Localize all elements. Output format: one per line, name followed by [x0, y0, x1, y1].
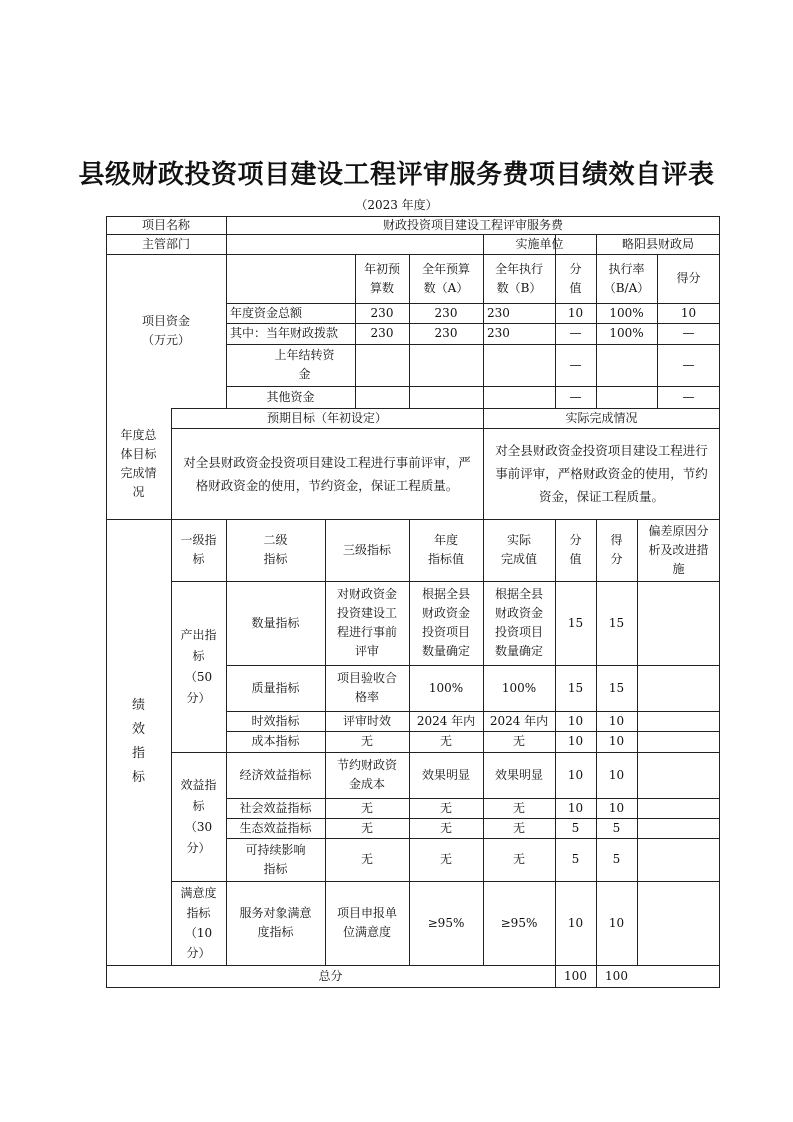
- ind-row-target: ≥95%: [427, 915, 465, 930]
- fund-row-weight: —: [569, 357, 582, 372]
- evaluation-table: [106, 216, 720, 988]
- fund-row-weight: —: [569, 389, 582, 404]
- ind-row-l2: 社会效益指标: [239, 800, 312, 815]
- ind-row-l3: 对财政资金 投资建设工 程进行事前 评审: [336, 587, 397, 658]
- fund-row-init: 230: [370, 326, 394, 340]
- ind-row-l3: 项目申报单 位满意度: [336, 906, 397, 939]
- ind-row-score: 5: [612, 820, 621, 835]
- funds-label: 项目资金 （万元）: [141, 314, 190, 347]
- fund-row-budget: [409, 386, 483, 408]
- fund-row-init: [355, 386, 409, 408]
- fund-row-exec: [483, 386, 555, 408]
- ind-row-l2: 可持续影响 指标: [245, 842, 306, 876]
- ind-row-l3: 无: [360, 734, 373, 748]
- ind-row-l3: 项目验收合 格率: [336, 671, 397, 704]
- ind-row-actual: 无: [512, 800, 525, 815]
- fund-row-rate: [596, 344, 657, 386]
- ind-group-satisfaction: 满意度 指标 （10 分）: [180, 886, 217, 960]
- fund-row-rate: 100%: [609, 326, 644, 340]
- ind-header-actual: 实际 完成值: [500, 533, 537, 566]
- ind-row-target: 无: [439, 734, 452, 748]
- ind-row-weight: 10: [567, 734, 584, 748]
- fund-row-budget: 230: [434, 305, 458, 320]
- dept-label: 主管部门: [141, 236, 190, 251]
- ind-row-target: 根据全县 财政资金 投资项目 数量确定: [421, 587, 470, 658]
- report-year: （2023 年度）: [355, 198, 438, 212]
- ind-row-l3: 无: [360, 820, 373, 835]
- total-label: 总分: [318, 969, 343, 983]
- ind-row-target: 100%: [428, 680, 464, 695]
- ind-row-l2: 服务对象满意 度指标: [239, 906, 312, 939]
- ind-row-target: 无: [439, 820, 452, 835]
- fund-row-exec: [483, 344, 555, 386]
- project-name-label: 项目名称: [141, 217, 190, 232]
- ind-row-actual: 效果明显: [494, 767, 543, 782]
- ind-row-l2: 成本指标: [251, 734, 300, 748]
- indicators-label: 绩 效 指 标: [131, 698, 145, 785]
- fund-row-init: [355, 344, 409, 386]
- ind-row-l2: 时效指标: [251, 713, 300, 728]
- ind-row-weight: 15: [567, 680, 584, 695]
- ind-row-l2: 经济效益指标: [239, 767, 312, 782]
- total-score: 100: [605, 969, 628, 983]
- ind-row-score: 10: [608, 734, 625, 748]
- fund-row-score: 10: [680, 305, 697, 320]
- fund-row-score: —: [682, 389, 695, 404]
- ind-row-l3: 无: [360, 800, 373, 815]
- fund-row-score: —: [682, 326, 695, 340]
- funds-header-weight: 分 值: [569, 261, 582, 295]
- ind-row-actual: 根据全县 财政资金 投资项目 数量确定: [494, 587, 543, 658]
- ind-header-level1: 一级指 标: [180, 533, 217, 566]
- ind-row-weight: 5: [571, 852, 580, 866]
- dept-value: [226, 234, 483, 254]
- fund-row-budget: [409, 344, 483, 386]
- ind-row-score: 15: [608, 680, 625, 695]
- ind-row-actual: 100%: [501, 680, 537, 695]
- ind-row-weight: 10: [567, 713, 584, 728]
- ind-header-level3: 三级指标: [342, 542, 391, 557]
- goals-actual-label: 实际完成情况: [565, 410, 638, 425]
- funds-header-rate: 执行率 （B/A）: [603, 261, 650, 295]
- ind-row-score: 10: [608, 800, 625, 815]
- ind-header-score: 得 分: [610, 533, 623, 566]
- ind-row-weight: 10: [567, 915, 584, 930]
- fund-row-rate: [596, 386, 657, 408]
- funds-header-budget: 全年预算 数（A）: [421, 261, 470, 295]
- fund-row-budget: 230: [434, 326, 458, 340]
- ind-header-weight: 分 值: [569, 533, 582, 566]
- ind-row-target: 效果明显: [421, 767, 470, 782]
- ind-row-l2: 数量指标: [251, 615, 300, 630]
- ind-row-score: 15: [608, 615, 625, 630]
- page-title: 县级财政投资项目建设工程评审服务费项目绩效自评表: [78, 160, 715, 190]
- fund-row-exec: 230: [487, 326, 510, 340]
- ind-row-weight: 15: [567, 615, 584, 630]
- ind-row-actual: 无: [512, 820, 525, 835]
- ind-row-actual: 无: [512, 734, 525, 748]
- project-name-value: 财政投资项目建设工程评审服务费: [382, 217, 563, 232]
- ind-row-score: 10: [608, 915, 625, 930]
- ind-row-actual: ≥95%: [500, 915, 538, 930]
- ind-row-weight: 10: [567, 767, 584, 782]
- ind-group-benefit: 效益指 标 （30 分）: [180, 777, 217, 855]
- goals-expected-text: 对全县财政资金投资项目建设工程进行事前评审，严格财政资金的使用，节约资金，保证工程质量。: [183, 454, 471, 493]
- ind-row-l3: 无: [360, 852, 373, 866]
- fund-row-rate: 100%: [609, 305, 644, 320]
- ind-row-score: 10: [608, 713, 625, 728]
- fund-row-name: 其他资金: [266, 389, 315, 404]
- ind-row-actual: 无: [512, 852, 525, 866]
- goals-actual-text: 对全县财政资金投资项目建设工程进行事前评审，严格财政资金的使用，节约资金，保证工程质量。: [495, 443, 708, 504]
- funds-header-init: 年初预 算数: [363, 261, 400, 295]
- fund-row-name: 其中：当年财政拨款: [230, 326, 339, 340]
- ind-row-l3: 评审时效: [342, 713, 391, 728]
- ind-row-target: 无: [439, 852, 452, 866]
- goals-label: 年度总 体目标 完成情 况: [120, 427, 157, 499]
- fund-row-weight: —: [569, 326, 582, 340]
- fund-row-name: 上年结转资 金: [274, 348, 335, 381]
- ind-row-target: 无: [439, 800, 452, 815]
- fund-row-name: 年度资金总额: [230, 305, 303, 320]
- funds-header-score: 得分: [676, 271, 701, 285]
- ind-row-weight: 5: [571, 820, 580, 835]
- funds-header-exec: 全年执行 数（B）: [494, 261, 543, 295]
- impl-label: 实施单位: [515, 236, 564, 251]
- ind-row-actual: 2024 年内: [489, 713, 549, 728]
- impl-value: 略阳县财政局: [621, 236, 694, 251]
- ind-row-score: 5: [612, 852, 621, 866]
- ind-row-l2: 生态效益指标: [239, 820, 312, 835]
- ind-header-reason: 偏差原因分 析及改进措 施: [648, 523, 709, 576]
- fund-row-exec: 230: [487, 305, 510, 320]
- ind-row-l2: 质量指标: [251, 680, 300, 695]
- fund-row-score: —: [682, 357, 695, 372]
- ind-header-target: 年度 指标值: [427, 533, 464, 566]
- total-weight: 100: [564, 969, 587, 983]
- fund-row-init: 230: [370, 305, 394, 320]
- ind-group-output: 产出指 标 （50 分）: [180, 627, 217, 705]
- goals-expected-label: 预期目标（年初设定）: [266, 410, 387, 425]
- ind-row-weight: 10: [567, 800, 584, 815]
- ind-header-level2: 二级 指标: [263, 533, 288, 566]
- ind-row-target: 2024 年内: [416, 713, 476, 728]
- ind-row-l3: 节约财政资 金成本: [336, 758, 397, 791]
- ind-row-score: 10: [608, 767, 625, 782]
- fund-row-weight: 10: [567, 305, 584, 320]
